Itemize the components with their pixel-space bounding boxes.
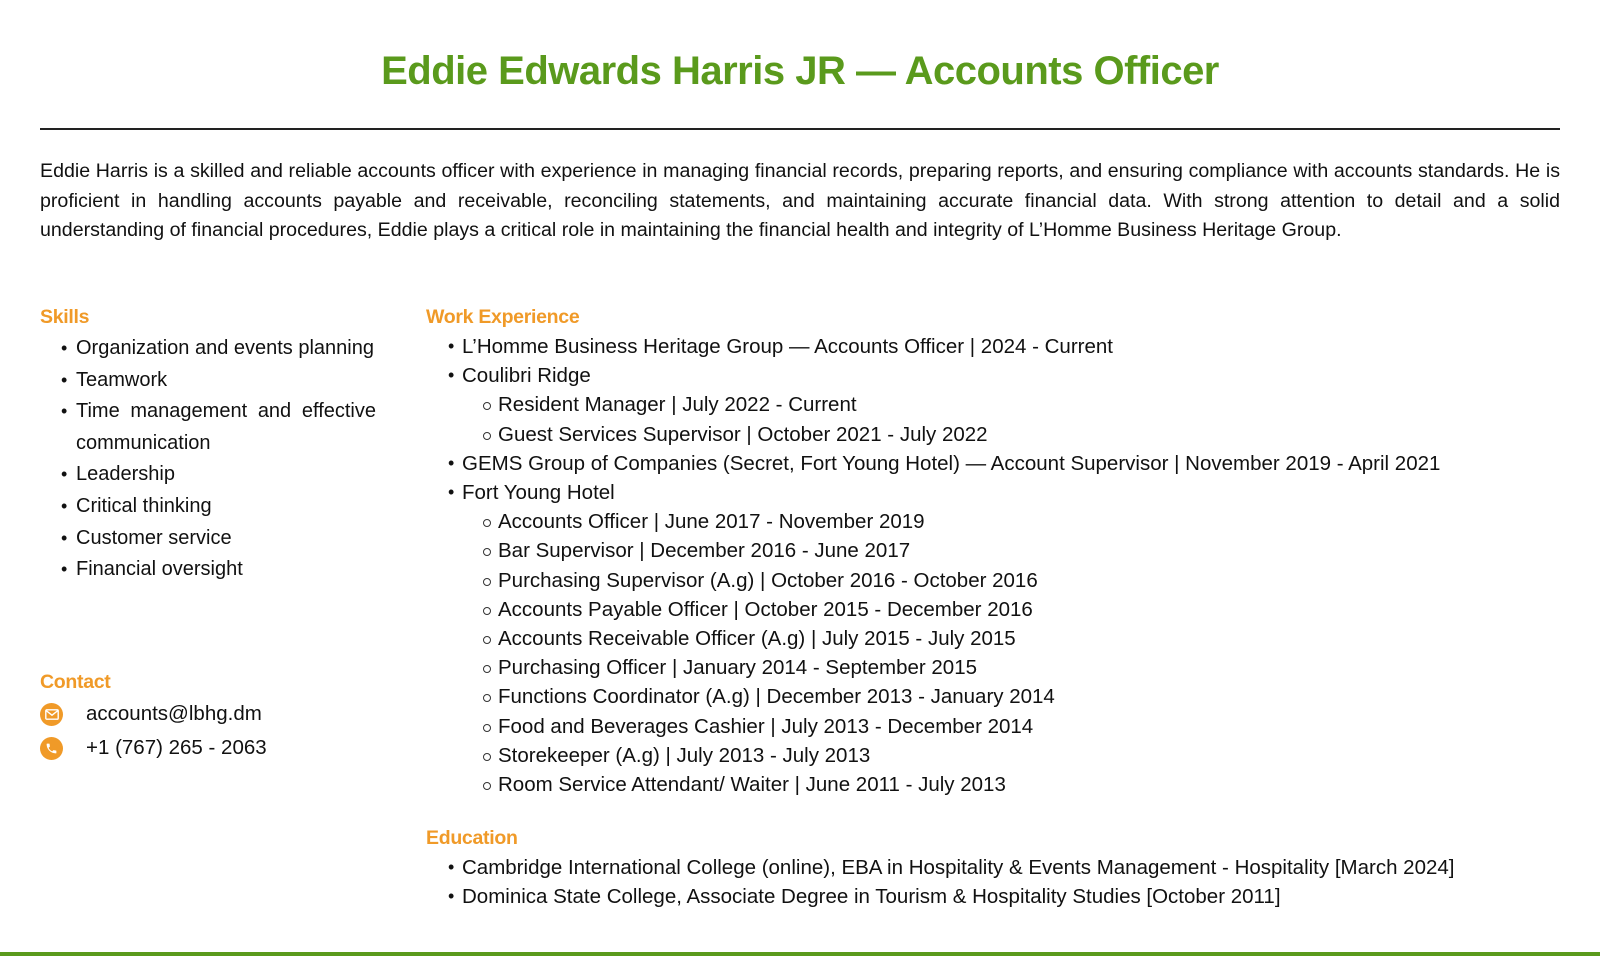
work-list xyxy=(462,332,1566,799)
footer-divider xyxy=(0,952,1600,956)
contact-section xyxy=(40,667,376,765)
work-sub-item: Purchasing Officer | January 2014 - September 2015 xyxy=(498,653,1566,682)
work-sub-item: Functions Coordinator (A.g) | December 2013 - January 2014 xyxy=(498,682,1566,711)
skills-heading: Skills xyxy=(40,306,90,328)
work-sub-item: Food and Beverages Cashier | July 2013 - December 2014 xyxy=(498,712,1566,741)
work-item-text: Fort Young Hotel xyxy=(462,481,615,505)
page-title: Eddie Edwards Harris JR — Accounts Officer xyxy=(381,49,1219,93)
work-sub-item: Resident Manager | July 2022 - Current xyxy=(498,390,1566,419)
work-item xyxy=(462,478,1566,799)
work-sub-item: Accounts Officer | June 2017 - November 2019 xyxy=(498,507,1566,536)
education-item: • Cambridge International College (online), EBA in Hospitality & Events Management - Hospitality [March 2024] xyxy=(462,853,1566,882)
contact-phone: +1 (767) 265 - 2063 xyxy=(86,736,267,759)
work-sub-item: Accounts Payable Officer | October 2015 - December 2016 xyxy=(498,595,1566,624)
education-item: • Dominica State College, Associate Degree in Tourism & Hospitality Studies [October 2011] xyxy=(462,882,1566,911)
work-sub-item: Bar Supervisor | December 2016 - June 2017 xyxy=(498,536,1566,565)
work-sub-list xyxy=(498,507,1566,799)
skills-list xyxy=(76,333,376,586)
skill-item: • Financial oversight xyxy=(76,554,376,586)
contact-heading: Contact xyxy=(40,671,111,693)
work-item-text: L’Homme Business Heritage Group — Accounts Officer | 2024 - Current xyxy=(462,335,1113,358)
profile-summary: Eddie Harris is a skilled and reliable accounts officer with experience in managing financial records, preparing reports, and ensuring compliance with accounts standards. He is proficient in handling accounts payable and receivable, reconciling statements, and maintaining accurate financial data. With strong attention to detail and a solid understanding of financial procedures, Eddie plays a critical role in maintaining the financial health and integrity of L’Homme Business Heritage Group. xyxy=(40,160,1560,241)
contact-phone-row xyxy=(40,731,376,765)
work-item xyxy=(462,332,1566,361)
header-divider xyxy=(40,128,1560,130)
work-sub-item: Storekeeper (A.g) | July 2013 - July 2013 xyxy=(498,741,1566,770)
skills-section xyxy=(40,302,376,586)
skill-item: • Critical thinking xyxy=(76,491,376,523)
work-item-text: GEMS Group of Companies (Secret, Fort Young Hotel) — Account Supervisor | November 2019 - April 2021 xyxy=(462,451,1441,475)
work-experience-heading: Work Experience xyxy=(426,306,580,328)
education-section xyxy=(426,823,1566,911)
skill-item: • Time management and effective communication xyxy=(76,396,376,459)
work-sub-item: Room Service Attendant/ Waiter | June 2011 - July 2013 xyxy=(498,770,1566,799)
skill-item: • Customer service xyxy=(76,523,376,555)
work-item xyxy=(462,449,1566,478)
work-sub-item: Accounts Receivable Officer (A.g) | July 2015 - July 2015 xyxy=(498,624,1566,653)
work-experience-section xyxy=(426,302,1566,799)
skill-item: • Leadership xyxy=(76,459,376,491)
skill-item: • Organization and events planning xyxy=(76,333,376,365)
work-item-text: Coulibri Ridge xyxy=(462,364,591,388)
mail-icon xyxy=(40,703,63,726)
contact-email-link[interactable]: accounts@lbhg.dm xyxy=(86,702,262,725)
work-sub-item: Purchasing Supervisor (A.g) | October 2016 - October 2016 xyxy=(498,566,1566,595)
contact-email-row xyxy=(40,697,376,731)
work-item xyxy=(462,361,1566,449)
phone-icon xyxy=(40,737,63,760)
skill-item: • Teamwork xyxy=(76,365,376,397)
education-heading: Education xyxy=(426,827,518,849)
work-sub-item: Guest Services Supervisor | October 2021 - July 2022 xyxy=(498,420,1566,449)
education-list xyxy=(462,853,1566,911)
work-sub-list xyxy=(498,390,1566,448)
